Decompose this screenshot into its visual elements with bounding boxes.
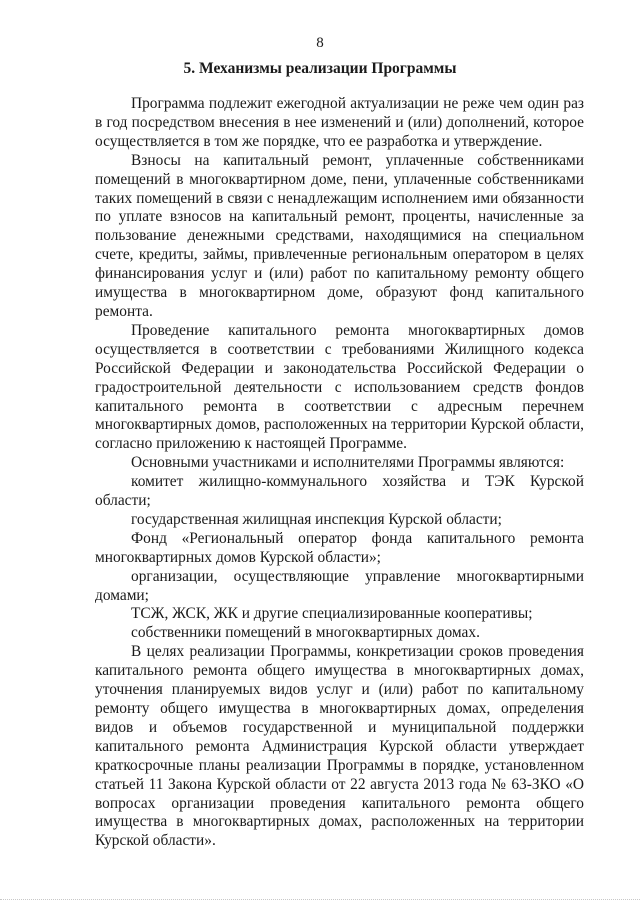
bottom-scan-line: [0, 899, 640, 900]
page-number: 8: [316, 35, 324, 51]
paragraph-repair-fund: Взносы на капитальный ремонт, уплаченные собственниками помещений в многоквартирном доме, пени, уплаченные собственниками таких помещений в связи с ненадлежащим исполнением ими обязанности по уплате взносов на капитальный ремонт, проценты, начисленные за пользование денежными средствами, находящимися на специальном счете, кредиты, займы, привлеченные региональным оператором в целях финансирования услуг и (или) работ по капитальному ремонту общего имущества в многоквартирном доме, образуют фонд капитального ремонта.: [95, 151, 584, 320]
paragraph-participants-intro: Основными участниками и исполнителями Программы являются:: [131, 454, 565, 472]
participant-inspection: государственная жилищная инспекция Курской области;: [131, 510, 502, 528]
participant-owners: собственники помещений в многоквартирных домах.: [131, 624, 480, 642]
section-title: 5. Механизмы реализации Программы: [183, 60, 457, 77]
participant-committee: комитет жилищно-коммунального хозяйства и ТЭК Курской области;: [95, 473, 584, 510]
participant-cooperatives: ТСЖ, ЖСК, ЖК и другие специализированные кооперативы;: [131, 605, 533, 623]
paragraph-repair-execution: Проведение капитального ремонта многоквартирных домов осуществляется в соответствии с требованиями Жилищного кодекса Российской Федерации и законодательства Российской Федерации о градостроительной деятельности с использованием средств фондов капитального ремонта в соответствии с адресным перечнем многоквартирных домов, расположенных на территории Курской области, согласно приложению к настоящей Программе.: [95, 321, 584, 453]
participant-regional-operator: Фонд «Региональный оператор фонда капитального ремонта многоквартирных домов Курской области»;: [95, 529, 584, 566]
participant-management-organizations: организации, осуществляющие управление многоквартирными домами;: [95, 567, 584, 604]
body-text: [95, 95, 584, 851]
paragraph-short-term-plans: В целях реализации Программы, конкретизации сроков проведения капитального ремонта общего имущества в многоквартирных домах, уточнения планируемых видов услуг и (или) работ по капитальному ремонту общего имущества в многоквартирных домах, определения видов и объемов государственной и муниципальной поддержки капитального ремонта Администрация Курской области утверждает краткосрочные планы реализации Программы в порядке, установленном статьей 11 Закона Курской области от 22 августа 2013 года № 63-ЗКО «О вопросах организации проведения капитального ремонта общего имущества в многоквартирных домах, расположенных на территории Курской области».: [95, 643, 584, 850]
paragraph-annual-update: Программа подлежит ежегодной актуализации не реже чем один раз в год посредством внесения в нее изменений и (или) дополнений, которое осуществляется в том же порядке, что ее разработка и утверждение.: [95, 95, 584, 150]
